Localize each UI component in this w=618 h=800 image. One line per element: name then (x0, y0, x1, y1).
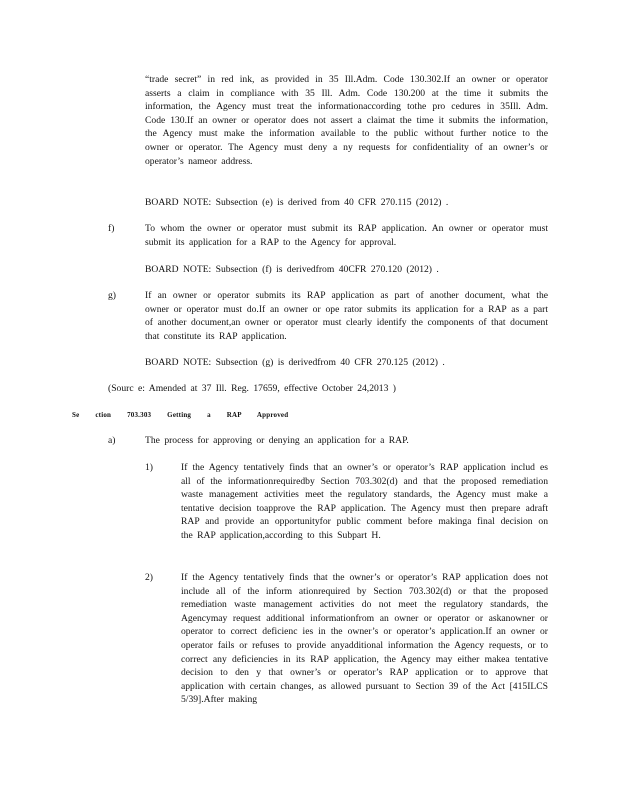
sub-1-text: If the Agency tentatively finds that an owner’s or operator’s RAP application includ es all of the informationrequiredby Section 703.302(d) and that the proposed remediation waste management activities meet the regulatory standards, the Agency must make a tentative decision toapprove the RAP application. The Agency must then prepare adraft RAP and provide an opportunityfor public comment before makinga final decision on the RAP application,according to this Subpart H. (181, 462, 548, 541)
intro-paragraph: “trade secret” in red ink, as provided in 35 Ill.Adm. Code 130.302.If an owner or operator asserts a claim in compliance with 35 Ill. Adm. Code 130.200 at the time it submits the information, the Agency must treat the informationaccording tothe pro cedures in 35Ill. Adm. Code 130.If an owner or operator does not assert a claimat the time it submits the information, the Agency must make the information available to the public without further notice to the owner or operator. The Agency must deny a ny requests for confidentiality of an owner’s or operator’s nameor address. (145, 74, 548, 167)
sub-2-label: 2) (145, 572, 153, 583)
sub-1-label: 1) (145, 462, 153, 473)
item-f-text: To whom the owner or operator must submit its RAP application. An owner or operator must submit its application for a RAP to the Agency for approval. (145, 223, 548, 248)
item-g-label: g) (108, 290, 116, 301)
board-note-g: BOARD NOTE: Subsection (g) is derivedfrom 40 CFR 270.125 (2012) . (145, 357, 445, 368)
sub-2-text: If the Agency tentatively finds that the owner’s or operator’s RAP application does not include all of the inform ationrequired by Section 703.302(d) or that the proposed remediation waste management activities do not meet the regulatory standards, the Agencymay request additional informationfrom an owner or operator or askanowner or operator to correct deficienc ies in the owner’s or operator’s application.If an owner or operator fails or refuses to provide anyadditional information the Agency requests, or to correct any deficiencies in its RAP application, the Agency may either makea tentative decision to den y that owner’s or operator’s RAP application or to approve that application with certain changes, as allowed pursuant to Section 39 of the Act [415ILCS 5/39].After making (181, 572, 548, 706)
board-note-f: BOARD NOTE: Subsection (f) is derivedfrom 40CFR 270.120 (2012) . (145, 264, 439, 275)
board-note-e: BOARD NOTE: Subsection (e) is derived from 40 CFR 270.115 (2012) . (145, 197, 449, 208)
item-a-text: The process for approving or denying an application for a RAP. (145, 435, 409, 446)
section-heading: Se ction 703.303 Getting a RAP Approved (72, 411, 289, 419)
item-a-label: a) (108, 435, 116, 446)
item-f-label: f) (108, 223, 115, 234)
item-g-text: If an owner or operator submits its RAP application as part of another document, what the owner or operator must do.If an owner or ope rator submits its application for a RAP as a part of another document,an owner or operator must clearly identify the components of that document that constitute its RAP application. (145, 290, 548, 342)
source-note: (Sourc e: Amended at 37 Ill. Reg. 17659, effective October 24,2013 ) (108, 383, 396, 394)
